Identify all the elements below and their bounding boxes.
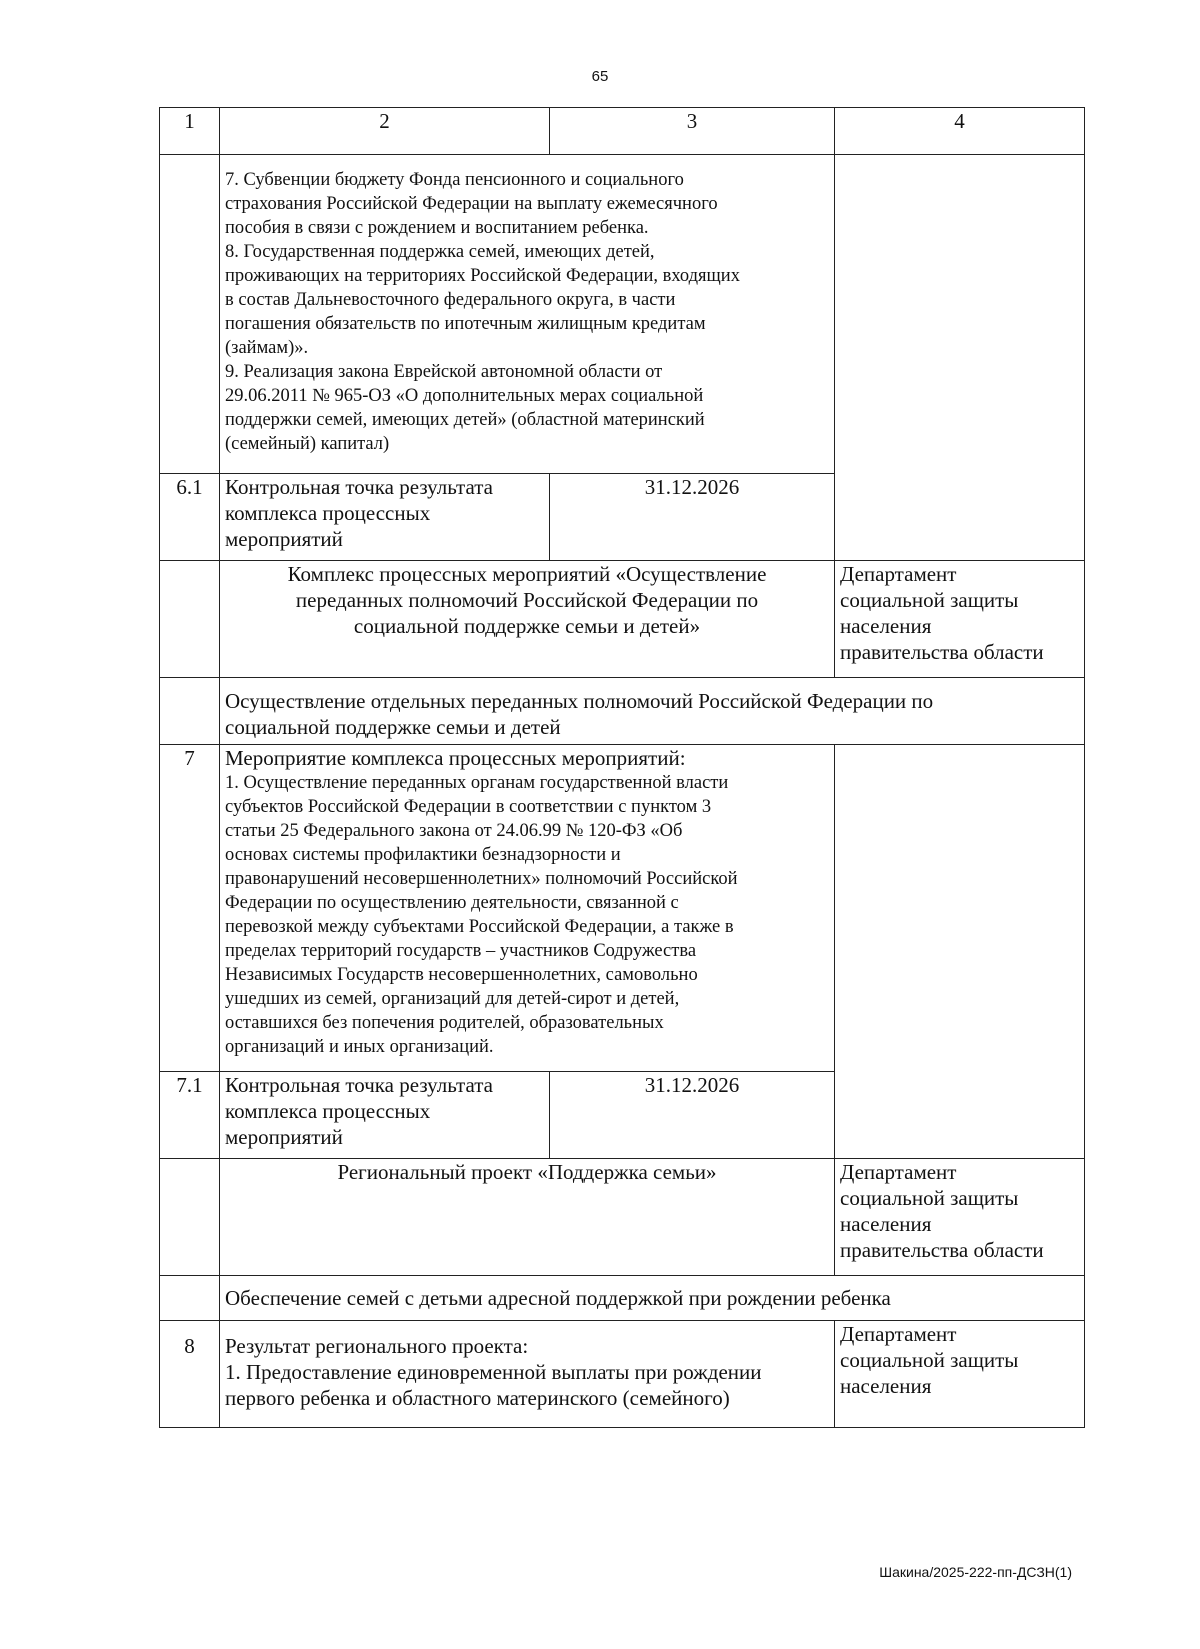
responsible-department <box>835 1159 1085 1276</box>
text-line: Департамент <box>840 1160 957 1184</box>
text-line: страхования Российской Федерации на выплату ежемесячного <box>225 194 718 214</box>
text-line: пособия в связи с рождением и воспитанием ребенка. <box>225 218 649 238</box>
measure-description <box>220 745 835 1072</box>
measure-body <box>225 771 829 1059</box>
text-line: 9. Реализация закона Еврейской автономной области от <box>225 362 663 382</box>
text-line: в состав Дальневосточного федерального округа, в части <box>225 290 676 310</box>
text-line: социальной защиты <box>840 1186 1019 1210</box>
text-line: Департамент <box>840 562 957 586</box>
measure-row <box>160 745 1085 1072</box>
text-line: Независимых Государств несовершеннолетних, самовольно <box>225 965 698 985</box>
text-line: перевозкой между субъектами Российской Федерации, а также в <box>225 917 734 937</box>
text-line: 1. Осуществление переданных органам государственной власти <box>225 773 729 793</box>
task-title: Обеспечение семей с детьми адресной поддержкой при рождении ребенка <box>220 1276 1085 1321</box>
header-col-1: 1 <box>160 108 220 155</box>
complex-title <box>220 561 835 678</box>
responsible-department <box>835 561 1085 678</box>
project-title: Региональный проект «Поддержка семьи» <box>220 1159 835 1276</box>
text-line: Федерации по осуществлению деятельности, связанной с <box>225 893 679 913</box>
row-number: 8 <box>160 1321 220 1428</box>
task-title <box>220 678 1085 745</box>
text-line: поддержки семей, имеющих детей» (областной материнский <box>225 410 705 430</box>
text-line: социальной поддержке семьи и детей <box>225 715 561 739</box>
measures-table <box>159 107 1085 1428</box>
task-row <box>160 1276 1085 1321</box>
text-line: (займам)». <box>225 338 309 358</box>
header-col-2: 2 <box>220 108 550 155</box>
text-line: комплекса процессных <box>225 501 431 525</box>
text-line: мероприятий <box>225 1125 343 1149</box>
document-reference: Шакина/2025-222-пп-ДСЗН(1) <box>879 1564 1072 1580</box>
complex-row <box>160 561 1085 678</box>
text-line: комплекса процессных <box>225 1099 431 1123</box>
project-row <box>160 1159 1085 1276</box>
text-line: субъектов Российской Федерации в соответствии с пунктом 3 <box>225 797 712 817</box>
text-line: 7. Субвенции бюджету Фонда пенсионного и социального <box>225 170 684 190</box>
row-number-cell <box>160 155 220 474</box>
row-number-cell <box>160 1276 220 1321</box>
control-point-label <box>220 1072 550 1159</box>
responsible-cell <box>835 745 1085 1159</box>
control-point-date: 31.12.2026 <box>550 474 835 561</box>
text-line: населения <box>840 1212 932 1236</box>
text-line: 1. Предоставление единовременной выплаты при рождении <box>225 1360 762 1384</box>
text-line: правительства области <box>840 1238 1044 1262</box>
text-line: переданных полномочий Российской Федерации по <box>295 588 759 612</box>
text-line: правонарушений несовершеннолетних» полномочий Российской <box>225 869 738 889</box>
text-line: организаций и иных организаций. <box>225 1037 494 1057</box>
header-col-4: 4 <box>835 108 1085 155</box>
text-line: населения <box>840 1374 932 1398</box>
text-line: оставшихся без попечения родителей, образовательных <box>225 1013 664 1033</box>
text-line: проживающих на территориях Российской Федерации, входящих <box>225 266 740 286</box>
text-line: погашения обязательств по ипотечным жилищным кредитам <box>225 314 706 334</box>
text-line: Осуществление отдельных переданных полномочий Российской Федерации по <box>225 689 934 713</box>
text-line: Комплекс процессных мероприятий «Осуществление <box>287 562 767 586</box>
text-line: населения <box>840 614 932 638</box>
text-line: Контрольная точка результата <box>225 1073 493 1097</box>
text-line: 29.06.2011 № 965-ОЗ «О дополнительных мерах социальной <box>225 386 704 406</box>
row-number-cell <box>160 678 220 745</box>
text-line: Мероприятие комплекса процессных мероприятий: <box>225 746 686 770</box>
measure-description <box>220 155 835 474</box>
continued-row <box>160 155 1085 474</box>
text-line: пределах территорий государств – участников Содружества <box>225 941 697 961</box>
control-point-date: 31.12.2026 <box>550 1072 835 1159</box>
control-point-label <box>220 474 550 561</box>
text-line: ушедших из семей, организаций для детей-сирот и детей, <box>225 989 680 1009</box>
text-line: основах системы профилактики безнадзорности и <box>225 845 621 865</box>
text-line: социальной защиты <box>840 1348 1019 1372</box>
row-number: 7 <box>160 745 220 1072</box>
text-line: 8. Государственная поддержка семей, имеющих детей, <box>225 242 655 262</box>
text-line: мероприятий <box>225 527 343 551</box>
text-line: Контрольная точка результата <box>225 475 493 499</box>
header-col-3: 3 <box>550 108 835 155</box>
text-line: статьи 25 Федерального закона от 24.06.99 № 120-ФЗ «Об <box>225 821 683 841</box>
text-line: социальной защиты <box>840 588 1019 612</box>
task-row <box>160 678 1085 745</box>
text-line: правительства области <box>840 640 1044 664</box>
text-line: социальной поддержке семьи и детей» <box>353 614 701 638</box>
result-description <box>220 1321 835 1428</box>
responsible-department <box>835 1321 1085 1428</box>
responsible-cell <box>835 155 1085 561</box>
header-row <box>160 108 1085 155</box>
result-row <box>160 1321 1085 1428</box>
text-line: (семейный) капитал) <box>225 434 390 454</box>
row-number-cell <box>160 561 220 678</box>
row-number: 6.1 <box>160 474 220 561</box>
row-number-cell <box>160 1159 220 1276</box>
text-line: Результат регионального проекта: <box>225 1334 529 1358</box>
text-line: первого ребенка и областного материнского (семейного) <box>225 1386 730 1410</box>
row-number: 7.1 <box>160 1072 220 1159</box>
page-number: 65 <box>591 68 609 85</box>
text-line: Департамент <box>840 1322 957 1346</box>
